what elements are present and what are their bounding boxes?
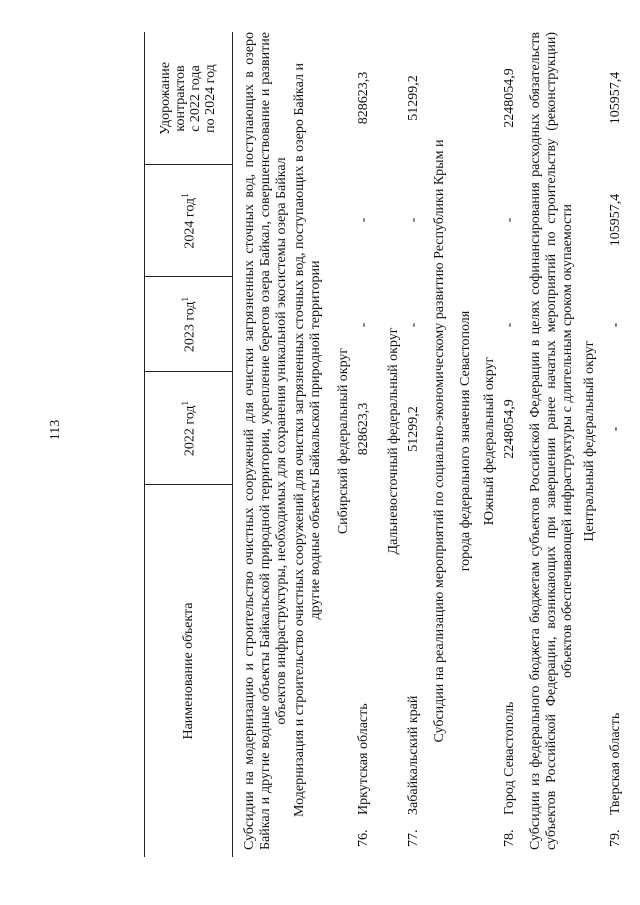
- section-subtitle: Модернизация и строительство очистных сооружений для очистки загрязненных сточных вод, поступающих в озеро Байкал и другие водные объекты Байкальской природной территории: [292, 63, 323, 817]
- row-value-rise: 2248054,9: [502, 68, 517, 128]
- district-heading: Центральный федеральный округ: [582, 340, 597, 542]
- page-number: 113: [48, 419, 63, 441]
- district-heading: Дальневосточный федеральный округ: [386, 327, 401, 555]
- district-heading: Южный федеральный округ: [482, 356, 497, 526]
- header-name-label: Наименование объекта: [180, 602, 196, 740]
- header-2023-label: 2023 год: [182, 301, 198, 353]
- table-row: [502, 0, 518, 905]
- row-value-2022: 828623,3: [356, 402, 371, 456]
- header-2022-cell: [144, 372, 232, 485]
- row-value-2024: -: [406, 217, 421, 223]
- header-rise-cell: [144, 32, 232, 165]
- section-title: Субсидии на модернизацию и строительство очистных сооружений для очистки загрязненных сточных вод, поступающих в озеро Байкал и другие водные объекты Байкальской природной территории, укрепление берегов озера Байкал, совершенствование и развитие объектов инфраструктуры, необходимых для сохранения уникальной экосистемы озера Байкал: [242, 32, 289, 850]
- row-value-rise: 828623,3: [356, 71, 371, 125]
- table-row: [406, 0, 422, 905]
- header-rise-line: Удорожание: [158, 62, 173, 135]
- row-value-2023: -: [406, 322, 421, 328]
- row-value-rise: 51299,2: [406, 75, 421, 121]
- header-2024-label: 2024 год: [182, 197, 198, 249]
- row-value-2022: 2248054,9: [502, 399, 517, 459]
- section-title: Субсидии на реализацию мероприятий по социально-экономическому развитию Республики Крым и: [432, 139, 447, 743]
- section-title: города федерального значения Севастополя: [458, 310, 473, 572]
- header-rise-line: контрактов: [173, 65, 188, 132]
- row-name: Город Севастополь: [502, 701, 517, 815]
- header-2023-cell: [144, 277, 232, 372]
- row-number: 78.: [502, 829, 517, 847]
- contracts-table: [68, 0, 640, 905]
- table-row: [356, 0, 372, 905]
- header-2022-label: 2022 год: [182, 405, 198, 457]
- row-value-2023: -: [502, 322, 517, 328]
- row-name: Иркутская область: [356, 703, 371, 815]
- row-value-2022: -: [608, 426, 623, 432]
- header-rise-line: по 2024 год: [203, 64, 218, 133]
- row-name: Тверская область: [608, 712, 623, 815]
- row-number: 79.: [608, 829, 623, 847]
- row-number: 76.: [356, 829, 371, 847]
- row-value-2024: -: [502, 217, 517, 223]
- header-bottom-border: [232, 32, 233, 857]
- row-value-2024: -: [356, 217, 371, 223]
- section-title: Субсидии из федерального бюджета бюджетам субъектов Российской Федерации в целях софинансирования расходных обязательств субъектов Российской Федерации, возникающих при завершении ранее начатых мероприятий по строительству (реконструкции) объектов обеспечивающей инфраструктуры с длительным сроком окупаемости: [528, 32, 575, 850]
- header-2024-cell: [144, 165, 232, 277]
- row-value-2023: -: [356, 322, 371, 328]
- district-heading: Сибирский федеральный округ: [336, 347, 351, 535]
- row-name: Забайкальский край: [406, 695, 421, 815]
- footnote-mark: 1: [180, 296, 191, 302]
- header-rise-line: с 2022 года: [188, 65, 203, 132]
- row-value-2023: -: [608, 322, 623, 328]
- row-value-2022: 51299,2: [406, 406, 421, 452]
- row-value-2024: 105957,4: [608, 193, 623, 247]
- row-number: 77.: [406, 829, 421, 847]
- footnote-mark: 1: [180, 400, 191, 406]
- footnote-mark: 1: [180, 193, 191, 198]
- table-row: [608, 0, 624, 905]
- header-name-cell: [144, 485, 232, 857]
- row-value-rise: 105957,4: [608, 71, 623, 125]
